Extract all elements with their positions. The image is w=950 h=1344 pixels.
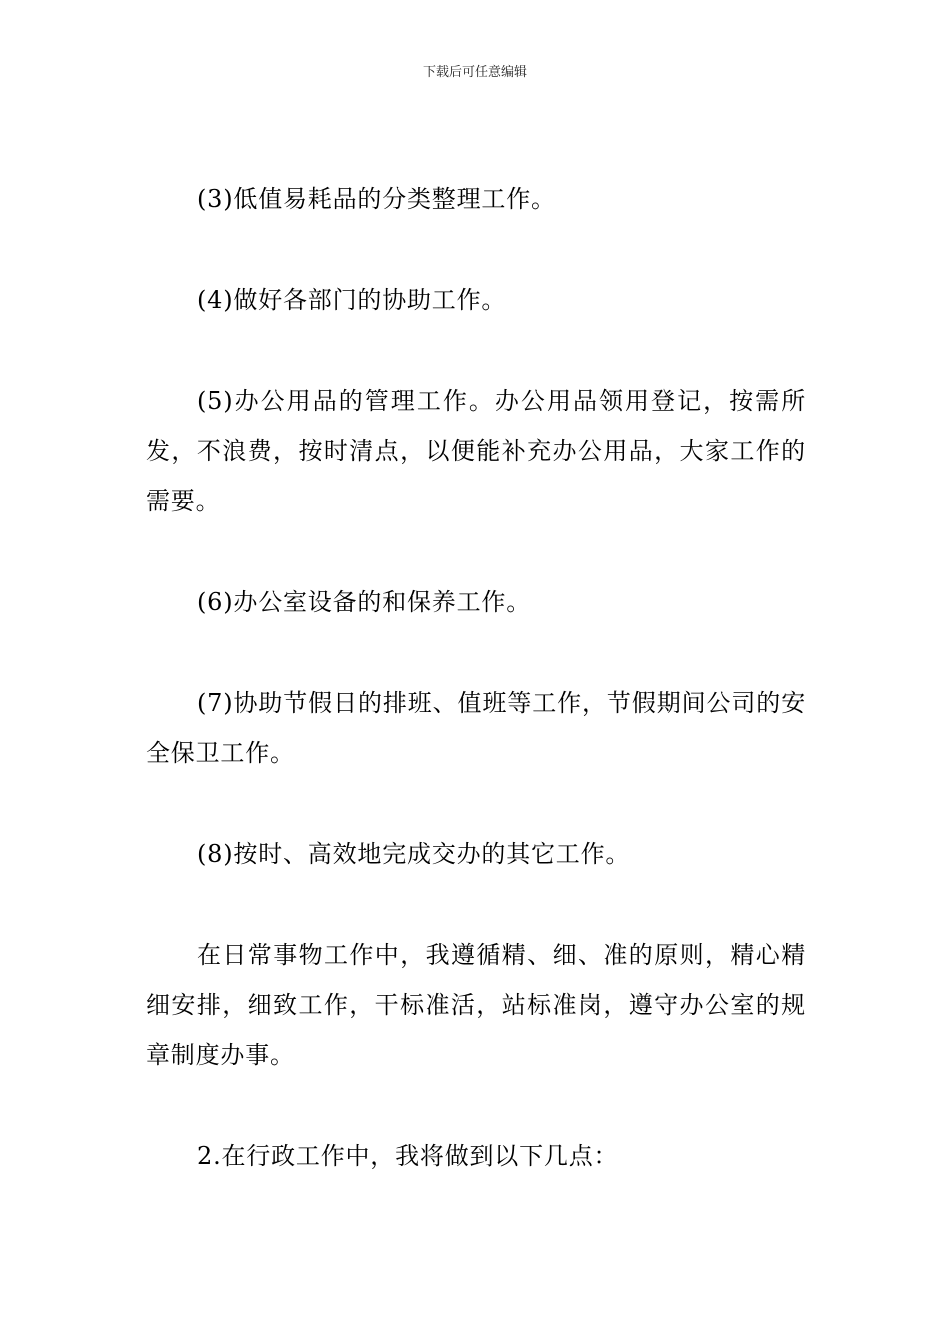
paragraph-item-6: (6)办公室设备的和保养工作。 bbox=[197, 588, 531, 616]
paragraph-item-8: (8)按时、高效地完成交办的其它工作。 bbox=[197, 840, 631, 868]
header-note: 下载后可任意编辑 bbox=[422, 65, 527, 80]
paragraph-item-5: (5)办公用品的管理工作。办公用品领用登记，按需所发，不浪费，按时清点，以便能补充办公用品，大家工作的需要。 bbox=[146, 387, 806, 515]
document-body bbox=[146, 174, 806, 1232]
paragraph-section-2: 2.在行政工作中，我将做到以下几点： bbox=[197, 1142, 619, 1170]
paragraph-item-7: (7)协助节假日的排班、值班等工作，节假期间公司的安全保卫工作。 bbox=[146, 689, 806, 767]
paragraph-item-3: (3)低值易耗品的分类整理工作。 bbox=[197, 185, 556, 213]
paragraph-daily-work: 在日常事物工作中，我遵循精、细、准的原则，精心精细安排，细致工作，干标准活，站标准岗，遵守办公室的规章制度办事。 bbox=[146, 941, 806, 1069]
paragraph-item-4: (4)做好各部门的协助工作。 bbox=[197, 286, 507, 314]
